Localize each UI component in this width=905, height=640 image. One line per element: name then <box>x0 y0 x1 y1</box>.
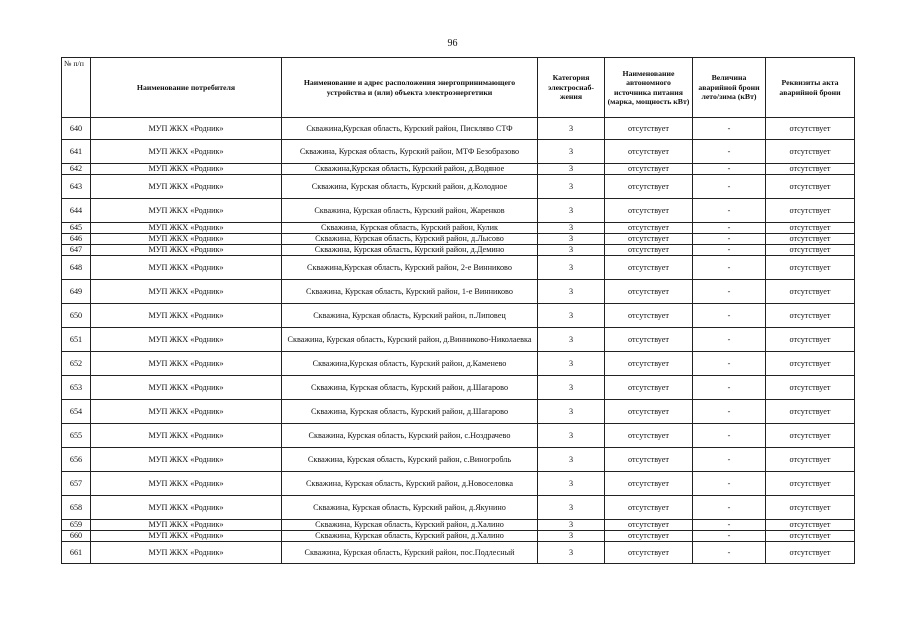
object-address: Скважина, Курская область, Курский район, Кулик <box>282 223 538 234</box>
armor-act: отсутствует <box>766 256 855 280</box>
power-source: отсутствует <box>605 352 693 376</box>
object-address: Скважина, Курская область, Курский район, Жаренков <box>282 199 538 223</box>
consumer-name: МУП ЖКХ «Родник» <box>91 531 282 542</box>
armor-act: отсутствует <box>766 352 855 376</box>
object-address: Скважина, Курская область, Курский район, д.Халино <box>282 520 538 531</box>
supply-category: 3 <box>538 223 605 234</box>
consumer-name: МУП ЖКХ «Родник» <box>91 472 282 496</box>
armor-act: отсутствует <box>766 400 855 424</box>
object-address: Скважина,Курская область, Курский район, д.Каменево <box>282 352 538 376</box>
table-row <box>62 424 855 448</box>
power-source: отсутствует <box>605 520 693 531</box>
power-source: отсутствует <box>605 424 693 448</box>
emergency-armor: - <box>693 223 766 234</box>
object-address: Скважина, Курская область, Курский район, МТФ Безобразово <box>282 140 538 164</box>
object-address: Скважина, Курская область, Курский район, д.Лысово <box>282 234 538 245</box>
armor-act: отсутствует <box>766 496 855 520</box>
page-number: 96 <box>447 38 458 49</box>
object-address: Скважина, Курская область, Курский район, пос.Подлесный <box>282 542 538 564</box>
table-row <box>62 448 855 472</box>
power-source: отсутствует <box>605 118 693 140</box>
armor-act: отсутствует <box>766 280 855 304</box>
table-header-row <box>62 58 855 118</box>
header-emergency-armor: Величина аварийной брони лето/зима (кВт) <box>693 58 766 118</box>
header-armor-act: Реквизиты акта аварийной брони <box>766 58 855 118</box>
consumer-name: МУП ЖКХ «Родник» <box>91 175 282 199</box>
consumer-name: МУП ЖКХ «Родник» <box>91 542 282 564</box>
supply-category: 3 <box>538 328 605 352</box>
consumer-name: МУП ЖКХ «Родник» <box>91 164 282 175</box>
table-row <box>62 256 855 280</box>
object-address: Скважина, Курская область, Курский район, с.Виногробль <box>282 448 538 472</box>
supply-category: 3 <box>538 245 605 256</box>
table-row <box>62 328 855 352</box>
object-address: Скважина, Курская область, Курский район, д.Новоселовка <box>282 472 538 496</box>
armor-act: отсутствует <box>766 304 855 328</box>
consumer-name: МУП ЖКХ «Родник» <box>91 118 282 140</box>
row-number: 649 <box>62 280 91 304</box>
supply-category: 3 <box>538 352 605 376</box>
header-object: Наименование и адрес расположения энергопринимающего устройства и (или) объекта электроэнергетики <box>282 58 538 118</box>
table-row <box>62 199 855 223</box>
supply-category: 3 <box>538 496 605 520</box>
armor-act: отсутствует <box>766 164 855 175</box>
row-number: 653 <box>62 376 91 400</box>
consumer-name: МУП ЖКХ «Родник» <box>91 304 282 328</box>
consumer-name: МУП ЖКХ «Родник» <box>91 256 282 280</box>
table-row <box>62 304 855 328</box>
table-row <box>62 164 855 175</box>
object-address: Скважина, Курская область, Курский район, с.Ноздрачево <box>282 424 538 448</box>
consumer-name: МУП ЖКХ «Родник» <box>91 245 282 256</box>
supply-category: 3 <box>538 234 605 245</box>
emergency-armor: - <box>693 304 766 328</box>
row-number: 661 <box>62 542 91 564</box>
power-source: отсутствует <box>605 448 693 472</box>
armor-act: отсутствует <box>766 542 855 564</box>
row-number: 654 <box>62 400 91 424</box>
emergency-armor: - <box>693 448 766 472</box>
supply-category: 3 <box>538 472 605 496</box>
armor-act: отсутствует <box>766 223 855 234</box>
object-address: Скважина, Курская область, Курский район, д.Шагарово <box>282 400 538 424</box>
supply-category: 3 <box>538 164 605 175</box>
consumer-name: МУП ЖКХ «Родник» <box>91 376 282 400</box>
power-source: отсутствует <box>605 140 693 164</box>
emergency-armor: - <box>693 175 766 199</box>
header-number: № п/п <box>62 58 91 118</box>
row-number: 642 <box>62 164 91 175</box>
consumer-name: МУП ЖКХ «Родник» <box>91 199 282 223</box>
row-number: 660 <box>62 531 91 542</box>
armor-act: отсутствует <box>766 118 855 140</box>
supply-category: 3 <box>538 448 605 472</box>
row-number: 641 <box>62 140 91 164</box>
consumer-name: МУП ЖКХ «Родник» <box>91 424 282 448</box>
supply-category: 3 <box>538 280 605 304</box>
emergency-armor: - <box>693 118 766 140</box>
table-row <box>62 376 855 400</box>
power-source: отсутствует <box>605 472 693 496</box>
consumer-name: МУП ЖКХ «Родник» <box>91 520 282 531</box>
power-source: отсутствует <box>605 199 693 223</box>
row-number: 655 <box>62 424 91 448</box>
object-address: Скважина, Курская область, Курский район, д.Якунино <box>282 496 538 520</box>
supply-category: 3 <box>538 256 605 280</box>
power-source: отсутствует <box>605 531 693 542</box>
header-power-source: Наименование автономного источника питания (марка, мощность кВт) <box>605 58 693 118</box>
supply-category: 3 <box>538 199 605 223</box>
consumer-table <box>61 57 855 564</box>
armor-act: отсутствует <box>766 175 855 199</box>
object-address: Скважина,Курская область, Курский район, д.Водяное <box>282 164 538 175</box>
table-row <box>62 531 855 542</box>
row-number: 658 <box>62 496 91 520</box>
consumer-name: МУП ЖКХ «Родник» <box>91 234 282 245</box>
power-source: отсутствует <box>605 164 693 175</box>
object-address: Скважина,Курская область, Курский район, 2-е Винниково <box>282 256 538 280</box>
object-address: Скважина, Курская область, Курский район, д.Шагарово <box>282 376 538 400</box>
table-row <box>62 140 855 164</box>
emergency-armor: - <box>693 256 766 280</box>
emergency-armor: - <box>693 531 766 542</box>
emergency-armor: - <box>693 520 766 531</box>
object-address: Скважина, Курская область, Курский район, д.Демино <box>282 245 538 256</box>
consumer-name: МУП ЖКХ «Родник» <box>91 352 282 376</box>
armor-act: отсутствует <box>766 472 855 496</box>
armor-act: отсутствует <box>766 245 855 256</box>
power-source: отсутствует <box>605 223 693 234</box>
emergency-armor: - <box>693 496 766 520</box>
supply-category: 3 <box>538 531 605 542</box>
row-number: 659 <box>62 520 91 531</box>
object-address: Скважина, Курская область, Курский район, д.Халино <box>282 531 538 542</box>
armor-act: отсутствует <box>766 376 855 400</box>
power-source: отсутствует <box>605 234 693 245</box>
emergency-armor: - <box>693 424 766 448</box>
table-row <box>62 400 855 424</box>
row-number: 648 <box>62 256 91 280</box>
table-row <box>62 472 855 496</box>
emergency-armor: - <box>693 472 766 496</box>
emergency-armor: - <box>693 400 766 424</box>
consumer-name: МУП ЖКХ «Родник» <box>91 400 282 424</box>
supply-category: 3 <box>538 376 605 400</box>
table-row <box>62 496 855 520</box>
emergency-armor: - <box>693 352 766 376</box>
armor-act: отсутствует <box>766 424 855 448</box>
emergency-armor: - <box>693 140 766 164</box>
row-number: 640 <box>62 118 91 140</box>
supply-category: 3 <box>538 140 605 164</box>
object-address: Скважина, Курская область, Курский район, п.Липовец <box>282 304 538 328</box>
row-number: 651 <box>62 328 91 352</box>
header-consumer: Наименование потребителя <box>91 58 282 118</box>
object-address: Скважина, Курская область, Курский район, д.Колодное <box>282 175 538 199</box>
consumer-name: МУП ЖКХ «Родник» <box>91 328 282 352</box>
supply-category: 3 <box>538 424 605 448</box>
power-source: отсутствует <box>605 175 693 199</box>
power-source: отсутствует <box>605 256 693 280</box>
row-number: 644 <box>62 199 91 223</box>
row-number: 647 <box>62 245 91 256</box>
armor-act: отсутствует <box>766 448 855 472</box>
armor-act: отсутствует <box>766 234 855 245</box>
emergency-armor: - <box>693 245 766 256</box>
table-row <box>62 118 855 140</box>
table-row <box>62 352 855 376</box>
emergency-armor: - <box>693 199 766 223</box>
row-number: 657 <box>62 472 91 496</box>
power-source: отсутствует <box>605 496 693 520</box>
emergency-armor: - <box>693 376 766 400</box>
power-source: отсутствует <box>605 376 693 400</box>
table-row <box>62 520 855 531</box>
row-number: 656 <box>62 448 91 472</box>
consumer-name: МУП ЖКХ «Родник» <box>91 448 282 472</box>
armor-act: отсутствует <box>766 531 855 542</box>
table-row <box>62 245 855 256</box>
supply-category: 3 <box>538 118 605 140</box>
armor-act: отсутствует <box>766 520 855 531</box>
supply-category: 3 <box>538 400 605 424</box>
armor-act: отсутствует <box>766 328 855 352</box>
armor-act: отсутствует <box>766 140 855 164</box>
object-address: Скважина, Курская область, Курский район, д.Винниково-Николаевка <box>282 328 538 352</box>
row-number: 646 <box>62 234 91 245</box>
consumer-name: МУП ЖКХ «Родник» <box>91 140 282 164</box>
emergency-armor: - <box>693 328 766 352</box>
row-number: 643 <box>62 175 91 199</box>
power-source: отсутствует <box>605 245 693 256</box>
supply-category: 3 <box>538 304 605 328</box>
power-source: отсутствует <box>605 280 693 304</box>
supply-category: 3 <box>538 520 605 531</box>
consumer-name: МУП ЖКХ «Родник» <box>91 496 282 520</box>
header-category: Категория электроснаб-жения <box>538 58 605 118</box>
table-row <box>62 542 855 564</box>
table-row <box>62 280 855 304</box>
object-address: Скважина,Курская область, Курский район, Пискляво СТФ <box>282 118 538 140</box>
table-row <box>62 223 855 234</box>
emergency-armor: - <box>693 234 766 245</box>
table-row <box>62 175 855 199</box>
supply-category: 3 <box>538 542 605 564</box>
consumer-name: МУП ЖКХ «Родник» <box>91 223 282 234</box>
row-number: 645 <box>62 223 91 234</box>
power-source: отсутствует <box>605 400 693 424</box>
row-number: 652 <box>62 352 91 376</box>
emergency-armor: - <box>693 164 766 175</box>
table-row <box>62 234 855 245</box>
power-source: отсутствует <box>605 328 693 352</box>
power-source: отсутствует <box>605 304 693 328</box>
object-address: Скважина, Курская область, Курский район, 1-е Винниково <box>282 280 538 304</box>
power-source: отсутствует <box>605 542 693 564</box>
row-number: 650 <box>62 304 91 328</box>
supply-category: 3 <box>538 175 605 199</box>
emergency-armor: - <box>693 280 766 304</box>
consumer-name: МУП ЖКХ «Родник» <box>91 280 282 304</box>
armor-act: отсутствует <box>766 199 855 223</box>
emergency-armor: - <box>693 542 766 564</box>
